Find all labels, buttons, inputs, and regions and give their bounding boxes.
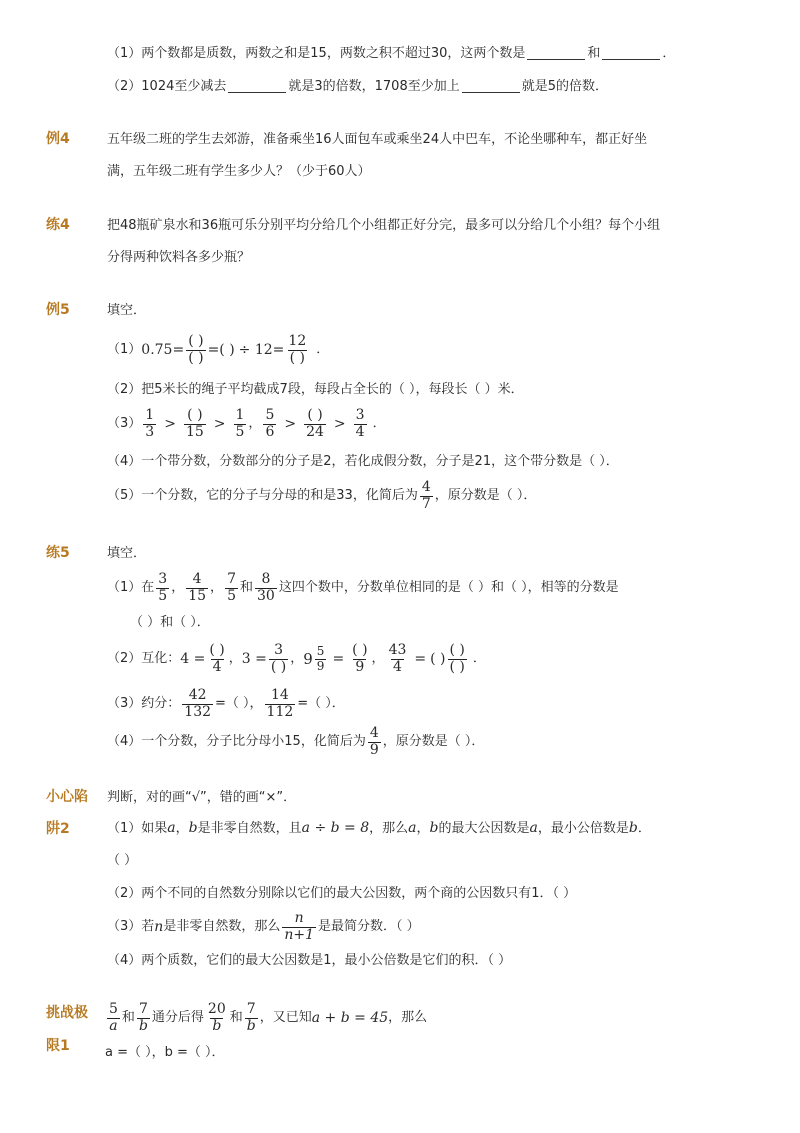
trap-2-tag-line-1: 小心陷 [46, 789, 88, 805]
example-4-line-1: 五年级二班的学生去郊游，准备乘坐16人面包车或乘坐24人中巴车，不论坐哪种车，都正好坐 [107, 132, 648, 147]
fraction: $\frac{3}{( )}$ [270, 642, 287, 675]
example-5-q5: （5）一个分数，它的分子与分母的和是33，化简后为 $\frac{4}{7}$ ，原分数是（ ）． [107, 479, 537, 512]
practice-5-q3: （3）约分： $\frac{42}{132}$ =（ ）， $\frac{14}{112}$ =（ ）． [107, 687, 345, 720]
answer-blank[interactable] [527, 47, 585, 60]
trap-2-q3: （3）若 n 是非零自然数，那么 $\frac{n}{n+1}$ 是最简分数．（ ） [107, 910, 420, 943]
trap-2-q4: （4）两个质数，它们的最大公因数是1，最小公倍数是它们的积．（ ） [107, 953, 512, 968]
trap-2-q1-answer[interactable]: （ ） [107, 853, 138, 868]
practice-5-q1-line-2: （ ）和（ ）． [130, 615, 210, 630]
fraction: $\frac{( )}{( )}$ [449, 642, 465, 675]
fraction: $\frac{42}{132}$ [184, 687, 212, 720]
fraction: $\frac{4}{15}$ [188, 571, 207, 604]
fraction: $\frac{5}{9}$ [316, 644, 325, 673]
fraction: $\frac{1}{3}$ [145, 407, 155, 440]
challenge-1-answer[interactable]: a =（ ），b =（ ）． [105, 1045, 225, 1060]
trap-2-q1: （1）如果 a ， b 是非零自然数，且 a ÷ b = 8 ，那么 a ， b 的最大公因数是 a ，最小公倍数是 b ． [107, 820, 651, 836]
example-5-tag: 例5 [46, 302, 70, 318]
trap-2-q2: （2）两个不同的自然数分别除以它们的最大公因数，两个商的公因数只有1．（ ） [107, 886, 577, 901]
practice-4-line-2: 分得两种饮料各多少瓶？ [107, 250, 251, 265]
fraction: $\frac{( )}{4}$ [209, 642, 225, 675]
fraction: $\frac{n}{n+1}$ [284, 910, 314, 943]
example-4-line-2: 满，五年级二班有学生多少人？（少于60人） [107, 164, 371, 179]
fraction: $\frac{14}{112}$ [266, 687, 294, 720]
fraction: $\frac{5}{a}$ [109, 1001, 118, 1034]
practice-5-tag: 练5 [46, 545, 70, 561]
fraction: $\frac{4}{9}$ [369, 725, 379, 758]
answer-blank[interactable] [228, 80, 286, 93]
example-5-q4: （4）一个带分数，分数部分的分子是2，若化成假分数，分子是21，这个带分数是（ ）． [107, 454, 619, 469]
fraction: $\frac{7}{b}$ [138, 1001, 148, 1034]
fraction: $\frac{43}{4}$ [388, 642, 407, 675]
fraction: $\frac{5}{6}$ [265, 407, 275, 440]
fraction: $\frac{20}{b}$ [207, 1001, 226, 1034]
fraction: $\frac{4}{7}$ [421, 479, 431, 512]
fraction: $\frac{( )}{9}$ [352, 642, 368, 675]
fraction: $\frac{1}{5}$ [235, 407, 245, 440]
top-question-1: （1）两个数都是质数，两数之和是15，两数之积不超过30，这两个数是 和 ． [107, 46, 676, 61]
fraction: $\frac{7}{5}$ [227, 571, 236, 604]
answer-blank[interactable] [602, 47, 660, 60]
practice-5-q4: （4）一个分数，分子比分母小15，化简后为 $\frac{4}{9}$ ，原分数是（ ）． [107, 725, 485, 758]
trap-2-intro: 判断，对的画“√”，错的画“×”． [107, 790, 297, 805]
fraction: $\frac{( )}{15}$ [185, 407, 204, 440]
fraction: $\frac{( )}{24}$ [306, 407, 324, 440]
fraction: $\frac{3}{4}$ [355, 407, 365, 440]
fraction: $\frac{7}{b}$ [246, 1001, 256, 1034]
trap-2-tag-line-2: 阱2 [46, 821, 70, 837]
top-question-2: （2）1024至少减去 就是3的倍数，1708至少加上 就是5的倍数． [107, 79, 608, 94]
challenge-1-tag-line-2: 限1 [46, 1038, 70, 1054]
example-4-tag: 例4 [46, 131, 70, 147]
fraction: $\frac{8}{30}$ [257, 571, 275, 604]
practice-5-q1: （1）在 $\frac{3}{5}$ ， $\frac{4}{15}$ ， $\frac{7}{5}$ 和 $\frac{8}{30}$ 这四个数中，分数单位相同的是（ ）和（ ），相等的分数是 [107, 571, 619, 604]
example-5-q1: （1） 0.75 = $\frac{( )}{( )}$ = ( ) ÷ 12 = $\frac{12}{( )}$ ． [107, 333, 330, 366]
challenge-1-tag-line-1: 挑战极 [46, 1005, 88, 1021]
fraction: $\frac{12}{( )}$ [288, 333, 307, 366]
challenge-1-statement: $\frac{5}{a}$ 和 $\frac{7}{b}$ 通分后得 $\frac{20}{b}$ 和 $\frac{7}{b}$ ，又已知 a + b = 45 ，那么 [109, 1001, 428, 1034]
fraction: $\frac{( )}{( )}$ [188, 333, 204, 366]
fraction: $\frac{3}{5}$ [158, 571, 168, 604]
practice-5-q2: （2）互化： 4 = $\frac{( )}{4}$ ， 3 = $\frac{3}{( )}$ ， 9 $\frac{5}{9}$ = $\frac{( )}{9}$ ， $\frac{43}{4}$ = ( ) $\frac{( )}{( )}$ ． [107, 642, 486, 675]
practice-4-line-1: 把48瓶矿泉水和36瓶可乐分别平均分给几个小组都正好分完，最多可以分给几个小组？每个小组 [107, 218, 661, 233]
practice-5-intro: 填空． [107, 546, 147, 561]
answer-blank[interactable] [462, 80, 520, 93]
example-5-q2: （2）把5米长的绳子平均截成7段，每段占全长的（ ），每段长（ ）米． [107, 382, 524, 397]
example-5-intro: 填空． [107, 303, 147, 318]
practice-4-tag: 练4 [46, 217, 70, 233]
example-5-q3: （3） $\frac{1}{3}$ > $\frac{( )}{15}$ > $\frac{1}{5}$ ， $\frac{5}{6}$ > $\frac{( )}{24}$ > $\frac{3}{4}$ ． [107, 407, 386, 440]
